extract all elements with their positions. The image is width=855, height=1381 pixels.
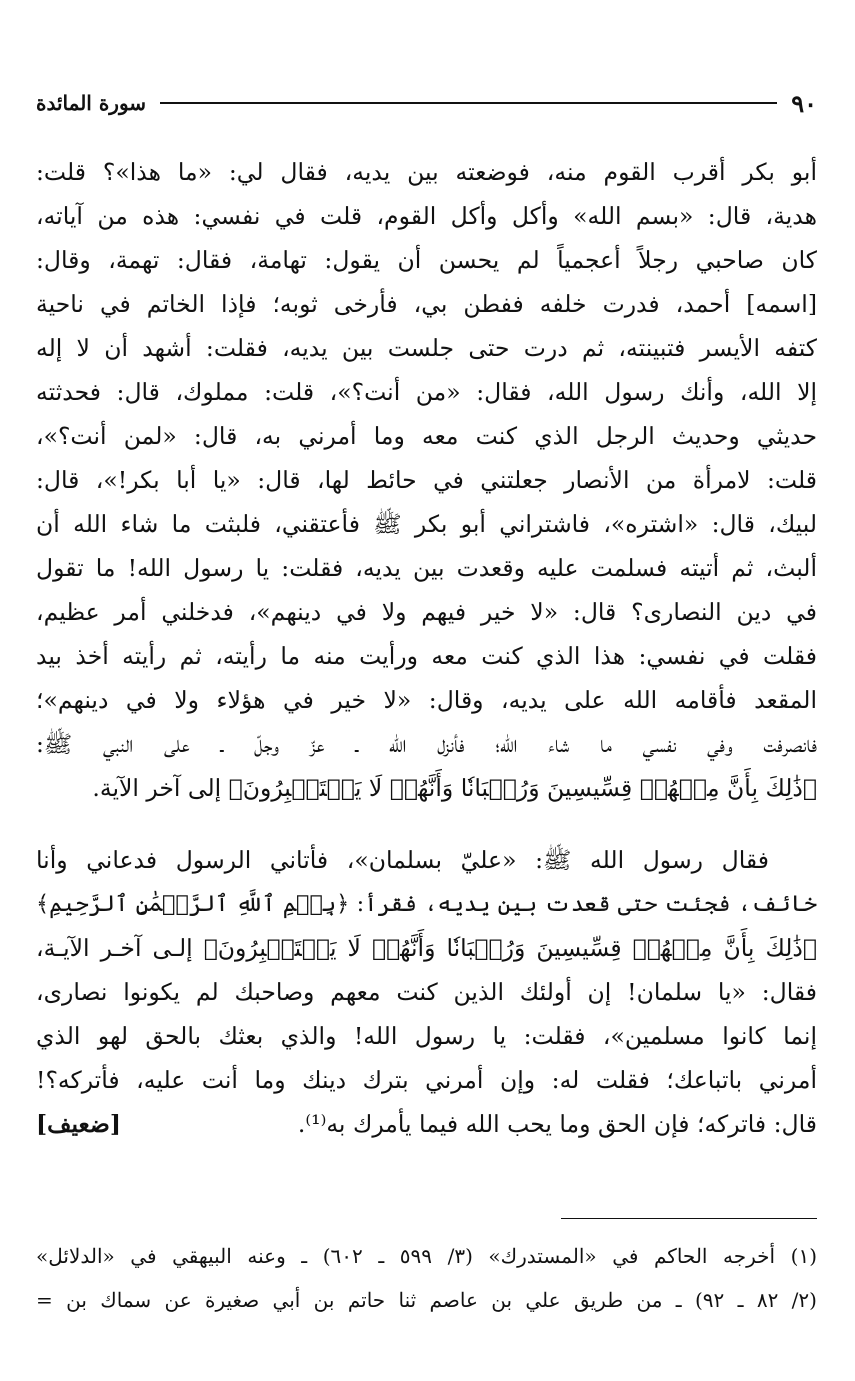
text-line: في دين النصارى؟ قال: «لا خير فيهم ولا في دينهم»، فدخلني أمر عظيم، (36, 598, 817, 626)
header-rule (160, 102, 777, 104)
text-line: قلت: لامرأة من الأنصار جعلتني في حائط لها، قال: «يا أبا بكر!»، قال: (36, 466, 817, 494)
page-number: ٩٠ (791, 88, 817, 118)
text-line: إنما كانوا مسلمين»، فقلت: يا رسول الله! والذي بعثك بالحق لهو الذي (36, 1022, 817, 1050)
text-line: خائف، فجئت حتى قعدت بين يديه، فقرأ: ﴿بِسۡمِ ٱللَّهِ ٱلرَّحۡمَٰنِ ٱلرَّحِيمِ﴾ (36, 891, 817, 917)
text-line: ألبث، ثم أتيته فسلمت عليه وقعدت بين يديه، فقلت: يا رسول الله! ما تقول (36, 554, 817, 582)
main-text (36, 150, 817, 1146)
last-line (36, 1102, 817, 1146)
text-line: فقلت في نفسي: هذا الذي كنت معه ورأيت منه ما رأيته، ثم رأيته أخذ بيد (36, 642, 817, 670)
text-line: كتفه الأيسر فتبينته، ثم درت حتى جلست بين يديه، فقلت: أشهد أن لا إله (36, 334, 817, 362)
text-line: فقال رسول الله ﷺ: «عليّ بسلمان»، فأتاني الرسول فدعاني وأنا (36, 846, 769, 874)
footnotes (36, 1234, 817, 1322)
footnote-line: (١) أخرجه الحاكم في «المستدرك» (٣/ ٥٩٩ ـ ٦٠٢) ـ وعنه البيهقي في «الدلائل» (36, 1244, 817, 1268)
text-line: إلا الله، وأنك رسول الله، فقال: «من أنت؟»، قلت: مملوك، قال: فحدثته (36, 378, 817, 406)
paragraph-gap (36, 810, 817, 838)
text-line: أبو بكر أقرب القوم منه، فوضعته بين يديه، فقال لي: «ما هذا»؟ قلت: (36, 158, 817, 186)
text-line: أمرني باتباعك؛ فقلت له: وإن أمرني بترك دينك وما أنت عليه، فأتركه؟! (36, 1066, 817, 1094)
text-line: كان صاحبي رجلاً أعجمياً لم يحسن أن يقول: تهامة، فقال: تهمة، وقال: (36, 246, 817, 274)
text-line: [اسمه] أحمد، فدرت خلفه ففطن بي، فأرخى ثوبه؛ فإذا الخاتم في ناحية (36, 290, 817, 318)
page-header (36, 88, 817, 118)
text-line: ﴿ذَٰلِكَ بِأَنَّ مِنۡهُمۡ قِسِّيسِينَ وَرُهۡبَانٗا وَأَنَّهُمۡ لَا يَسۡتَكۡبِرُونَ﴾ إلى آخر الآية. (92, 774, 817, 802)
text-line: المقعد فأقامه الله على يديه، وقال: «لا خير في هؤلاء ولا في دينهم»؛ (36, 686, 817, 714)
text-line: فانصرفت وفي نفسي ما شاء الله؛ فأنزل الله ـ عزّ وجلّ ـ على النبي ﷺ: (36, 730, 817, 758)
text-line: لبيك، قال: «اشتره»، فاشتراني أبو بكر ﷺ فأعتقني، فلبثت ما شاء الله أن (36, 510, 817, 538)
text-line: فقال: «يا سلمان! إن أولئك الذين كنت معهم وصاحبك لم يكونوا نصارى، (36, 978, 817, 1006)
text-line: قال: فاتركه؛ فإن الحق وما يحب الله فيما يأمرك به⁽¹⁾. (297, 1110, 817, 1138)
footnote-line: (٢/ ٨٢ ـ ٩٢) ـ من طريق علي بن عاصم ثنا حاتم بن أبي صغيرة عن سماك بن = (36, 1288, 817, 1312)
text-line: هدية، قال: «بسم الله» وأكل وأكل القوم، قلت في نفسي: هذه من آياته، (36, 202, 817, 230)
footnote-rule (561, 1218, 817, 1219)
text-line: حديثي وحديث الرجل الذي كنت معه وما أمرني به، قال: «لمن أنت؟»، (36, 422, 817, 450)
text-line: ﴿ذَٰلِكَ بِأَنَّ مِنۡهُمۡ قِسِّيسِينَ وَرُهۡبَانٗا وَأَنَّهُمۡ لَا يَسۡتَكۡبِرُونَ﴾ إلـى آخـر الآيـة، (36, 934, 817, 962)
sura-title: سورة المائدة (36, 91, 147, 115)
grading-badge: [ضعيف] (36, 1110, 121, 1138)
